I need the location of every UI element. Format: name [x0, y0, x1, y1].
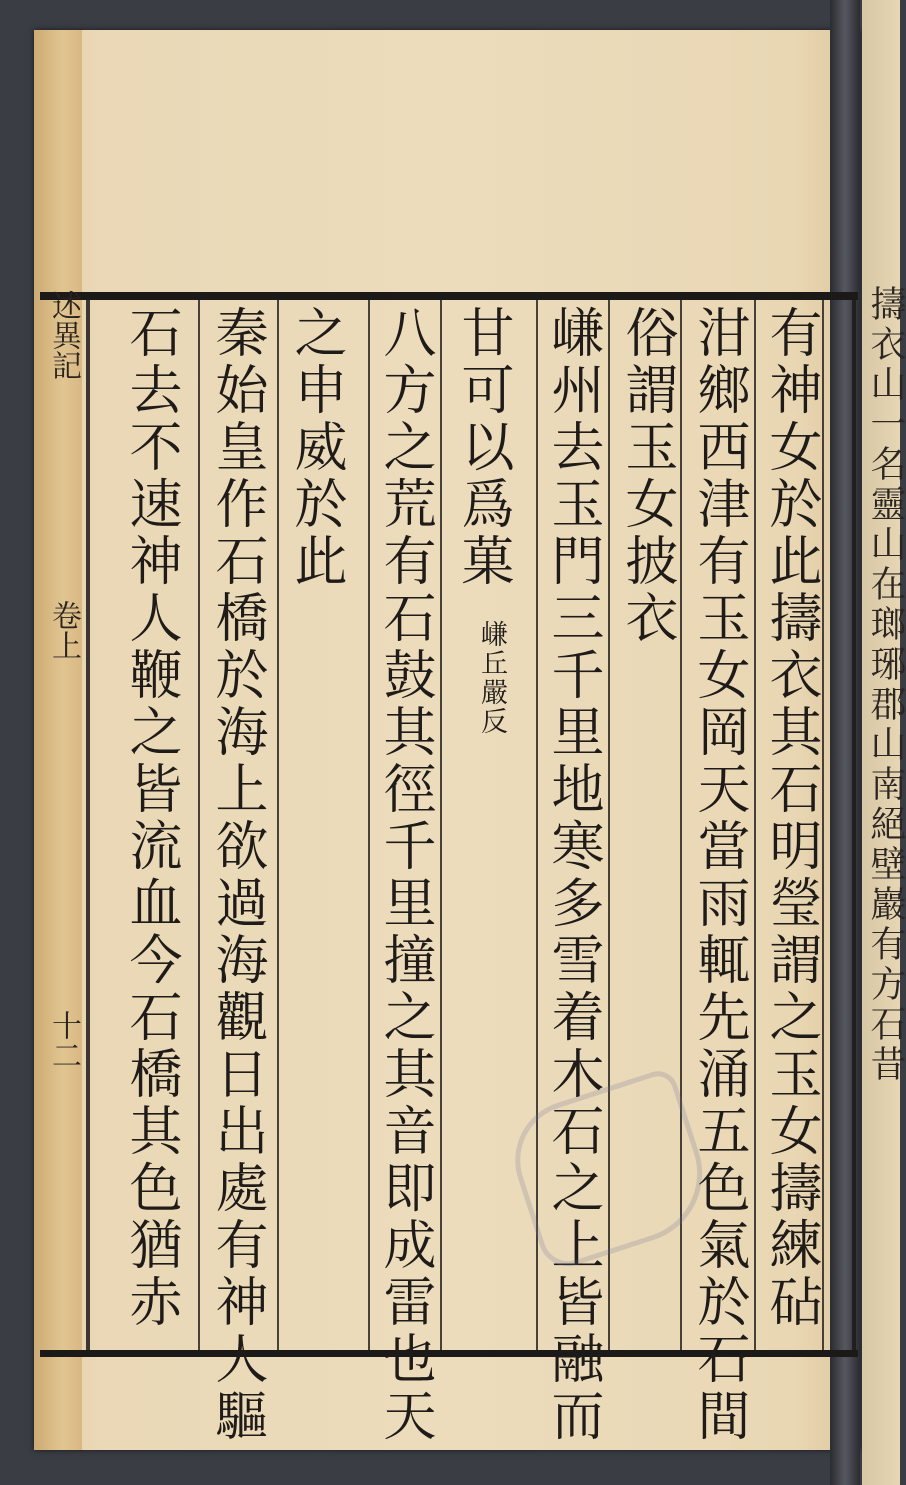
margin-title: 述異記: [46, 290, 81, 380]
column-rule: [198, 300, 200, 1350]
frame-top-border: [40, 292, 858, 300]
frame-right-border: [852, 300, 856, 1350]
text-column-8: 秦始皇作石橋於海上欲過海觀日出處有神人驅: [207, 305, 268, 1445]
text-column-1: 有神女於此擣衣其石明瑩謂之玉女擣練砧: [761, 305, 822, 1331]
text-column-4: 嵰州去玉門三千里地寒多雪着木石之上皆融而: [543, 305, 604, 1445]
adjacent-page-text: 擣衣山一名靈山在瑯琊郡山南絕壁巖有方石昔: [865, 285, 906, 1085]
text-column-2: 泔鄉西津有玉女岡天當雨輒先涌五色氣於石間: [689, 305, 750, 1445]
column-rule: [368, 300, 370, 1350]
frame-left-border: [86, 300, 90, 1350]
page-spine-edge: [34, 30, 82, 1450]
text-column-3: 俗謂玉女披衣: [617, 305, 678, 647]
text-column-9: 石去不速神人鞭之皆流血今石橋其色猶赤: [121, 305, 182, 1331]
column-rule: [277, 300, 279, 1350]
margin-folio: 十二: [46, 1010, 81, 1070]
column-rule: [754, 300, 756, 1350]
column-rule: [440, 300, 442, 1350]
margin-volume: 卷上: [46, 600, 81, 660]
text-column-5: 甘可以爲菓: [453, 305, 514, 590]
text-column-6: 八方之荒有石鼓其徑千里撞之其音即成雷也天: [375, 305, 436, 1445]
column-rule: [822, 300, 824, 1350]
annotation-note: [448, 620, 506, 736]
text-column-7: 之申威於此: [286, 305, 347, 590]
annotation-note-line: 嵰丘: [476, 620, 507, 678]
annotation-note-line: 嚴反: [476, 678, 507, 736]
